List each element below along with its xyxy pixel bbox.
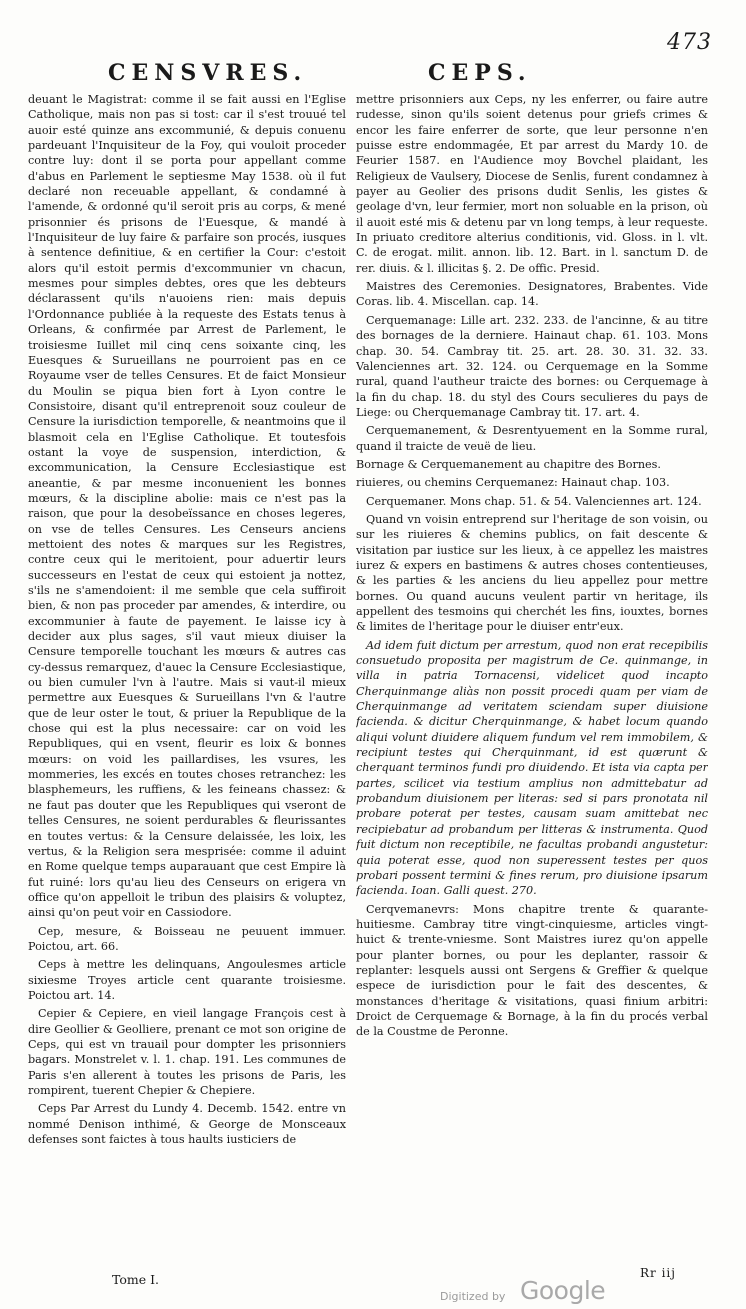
right-column [356, 92, 708, 1274]
paragraph-ceps-continued: mettre prisonniers aux Ceps, ny les enferrer, ou faire autre rudesse, sinon qu'ils soient detenus pour griefs crimes & encor les faire enferrer de sorte, que leur personne n'en puisse estre endommagée, Et par arrest du Mardy 10. de Feurier 1587. en l'Audience moy Bovchel plaidant, les Religieux de Vaulsery, Diocese de Senlis, furent condamnez à payer au Geolier des prisons dudit Senlis, les gistes & geolage d'vn, leur fermier, mort non soluable en la prison, où il auoit esté mis & detenu par vn long temps, à leur requeste. In priuato creditore alterius conditionis, vid. Gloss. in l. vlt. C. de erogat. milit. annon. lib. 12. Bart. in l. sanctum D. de rer. diuis. & l. illicitas §. 2. De offic. Presid. [356, 93, 708, 275]
page-number: 473 [667, 30, 712, 55]
entry-ceps-delinquans: Ceps à mettre les delinquans, Angoulesmes article sixiesme Troyes article cent quarante troisiesme. Poictou art. 14. [28, 958, 346, 1002]
paragraph-latin-arrestum: Ad idem fuit dictum per arrestum, quod non erat recepibilis consuetudo proposita per magistrum de Ce. quinmange, in villa in patria Tornacensi, videlicet quod incapto Cherquinmange aliàs non possit procedi quam per viam de Cherquinmange ad veritatem sciendam super diuisione facienda. & dicitur Cherquinmange, & habet locum quando aliqui volunt diuidere aliquem fundum vel rem immobilem, & recipiunt testes qui Cherquinmant, id est quærunt & cherquant terminos fundi pro diuidendo. Et ista via capta per partes, scilicet via testium amplius non admittebatur ad probandum diuisionem per literas: sed si pars pronotata nil probare poterat per testes, causam suam amittebat nec recipiebatur ad probandum per litteras & instrumenta. Quod fuit dictum non receptibile, ne facultas probandi angustetur: quia poterat esse, quod non superessent testes per quos probari possent termini & fines rerum, pro diuisione ipsarum facienda. Ioan. Galli quest. 270. [356, 638, 708, 898]
entry-cepier: Cepier & Cepiere, en vieil langage François cest à dire Geollier & Geolliere, prenant ce mot son origine de Ceps, qui est vn trauail pour dompter les prisonniers bagars. Monstrelet v. l. 1. chap. 191. Les communes de Paris s'en allerent à toutes les prisons de Paris, les rompirent, tuerent Chepier & Chepiere. [28, 1007, 346, 1097]
entry-cerquemanement: Cerquemanement, & Desrentyuement en la Somme rural, quand il traicte de veuë de lieu. [356, 424, 708, 453]
signature-mark: Rr iij [640, 1266, 676, 1280]
left-column [28, 92, 346, 1254]
google-watermark: Google [520, 1276, 606, 1305]
entry-riuieres: riuieres, ou chemins Cerquemanez: Hainaut chap. 103. [356, 476, 670, 490]
entry-cerquemaneurs: Cerqvemanevrs: Mons chapitre trente & quarante-huitiesme. Cambray titre vingt-cinquiesme, articles vingt-huict & trente-vniesme. Sont Maistres iurez qu'on appelle pour planter bornes, ou pour les deplanter, rassoir & replanter: lesquels aussi ont Sergens & Greffier & quelque espece de iurisdiction pour le fait des descentes, & monstances d'heritage & visitations, quasi finium arbitri: Droict de Cerquemage & Bornage, à la fin du procés verbal de la Coustme de Peronne. [356, 902, 708, 1039]
running-head-right: CEPS. [428, 60, 532, 86]
volume-label: Tome I. [112, 1272, 160, 1287]
digitized-by-label: Digitized by [440, 1290, 506, 1303]
entry-cerquemaner: Cerquemaner. Mons chap. 51. & 54. Valenciennes art. 124. [366, 494, 702, 508]
entry-maistres-ceremonies: Maistres des Ceremonies. Designatores, Brabentes. Vide Coras. lib. 4. Miscellan. cap. 14. [356, 280, 708, 309]
paragraph-censures-continued: deuant le Magistrat: comme il se fait aussi en l'Eglise Catholique, mais non pas si tost: car il s'est trouué tel auoir esté quinze ans excommunié, & depuis conuenu pardeuant l'Inquisiteur de la Foy, qui vouloit proceder contre luy: dont il se porta pour appellant comme d'abus en Parlement le septiesme May 1538. où il fut declaré non receuable appellant, & condamné à l'amende, & ordonné qu'il seroit pris au corps, & mené prisonnier és prisons de l'Euesque, & mandé à l'Inquisiteur de luy faire & parfaire son procés, iusques à sentence definitiue, & en certifier la Cour: c'estoit alors qu'il estoit permis d'excommunier vn chacun, mesmes pour simples debtes, ores que les debteurs déclarassent qu'ils n'auoiens rien: mais depuis l'Ordonnance publiée à la requeste des Estats tenus à Orleans, & confirmée par Arrest de Parlement, le troisiesme Iuillet mil cinq cens soixante cinq, les Euesques & Surueillans ne pourroient pas en ce Royaume vser de telles Censures. Et de faict Monsieur du Moulin se piqua bien fort à Lyon contre le Consistoire, disant qu'il entreprenoit souz couleur de Censure la iurisdiction temporelle, & neantmoins que il blasmoit cela en l'Eglise Catholique. Et toutesfois ostant la voye de suspension, interdiction, & excommunication, la Censure Ecclesiastique est aneantie, & par mesme inconuenient les bonnes mœurs, & la discipline abolie: mais ce n'est pas la raison, que pour la desobeïssance en choses legeres, on vse de telles Censures. Les Censeurs anciens mettoient des notes & marques sur les Registres, contre ceux qui le meritoient, pour aduertir leurs successeurs en l'estat de ceux qui estoient ja nottez, s'ils ne s'amendoient: il me semble que cela suffiroit bien, & non pas proceder par amendes, & interdire, ou excommunier à faute de payement. Ie laisse icy à decider aux plus sages, s'il vaut mieux diuiser la Censure temporelle touchant les mœurs & autres cas cy-dessus remarquez, d'auec la Censure Ecclesiastique, ou bien cumuler l'vn à l'autre. Mais si vaut-il mieux permettre aux Euesques & Surueillans l'vn & l'autre que de leur oster le tout, & priuer la Republique de la chose qui est la plus necessaire: car on void les Republiques, qui en vsent, fleurir es loix & bonnes mœurs: on void les paillardises, les vsures, les mommeries, les excés en toutes choses retranchez: les blasphemeurs, les ruffiens, & les feineans chassez: & ne faut pas douter que les Republiques qui vseront de telles Censures, ne soient perdurables & fleurissantes en toutes vertus: & la Censure delaissée, les loix, les vertus, & la Religion sera mesprisée: comme il aduint en Rome quelque temps auparauant que cest Empire là fut ruiné: lors qu'au lieu des Censeurs on erigera vn office qu'on appelloit le tribun des plaisirs & voluptez, ainsi qu'on peut voir en Cassiodore. [28, 93, 346, 920]
paragraph-quand-vn-voisin: Quand vn voisin entreprend sur l'heritage de son voisin, ou sur les riuieres & chemins publics, on fait descente & visitation par iustice sur les lieux, à ce appellez les maistres iurez & expers en bastimens & autres choses contentieuses, & les parties & les anciens du lieu appellez pour mettre bornes. Ou quand aucuns veulent partir vn heritage, ils appellent des tesmoins qui cherchét les fins, iouxtes, bornes & limites de l'heritage pour le diuiser entr'eux. [356, 512, 708, 634]
entry-ceps-arrest: Ceps Par Arrest du Lundy 4. Decemb. 1542. entre vn nommé Denison inthimé, & George de Monsceaux defenses sont faictes à tous haults iusticiers de [28, 1102, 346, 1147]
entry-cerquemanage: Cerquemanage: Lille art. 232. 233. de l'ancinne, & au titre des bornages de la derniere. Hainaut chap. 61. 103. Mons chap. 30. 54. Cambray tit. 25. art. 28. 30. 31. 32. 33. Valenciennes art. 32. 124. ou Cerquemage en la Somme rural, quand l'autheur traicte des bornes: ou Cerquemage à la fin du chap. 18. du styl des Cours seculieres du pays de Liege: ou Cherquemanage Cambray tit. 17. art. 4. [356, 313, 708, 419]
entry-bornage: Bornage & Cerquemanement au chapitre des Bornes. [356, 457, 661, 471]
running-head-left: CENSVRES. [108, 60, 308, 86]
entry-cep: Cep, mesure, & Boisseau ne peuuent immuer. Poictou, art. 66. [28, 924, 346, 953]
